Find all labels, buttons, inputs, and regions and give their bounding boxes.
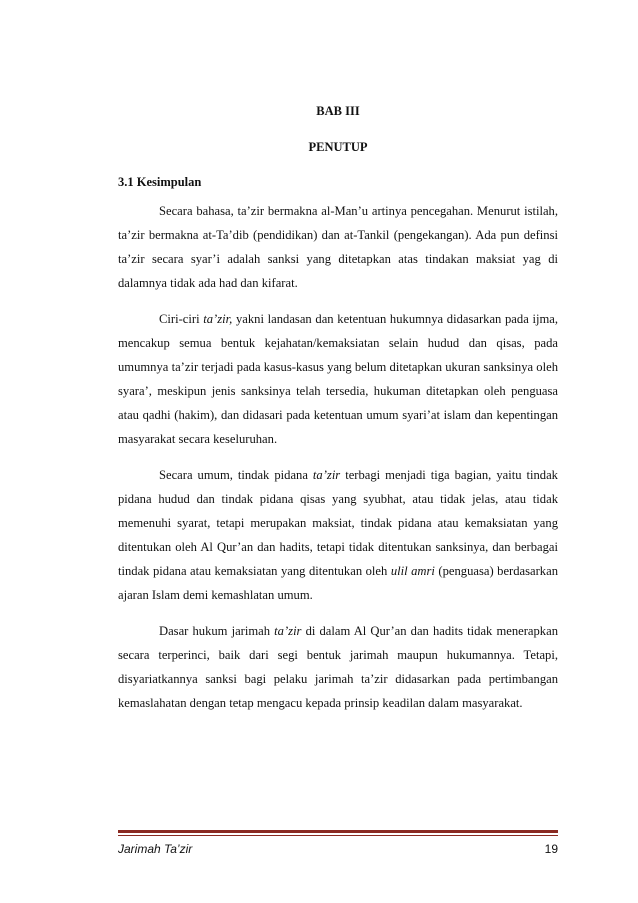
footer-rule-thick [118,830,558,833]
chapter-title: PENUTUP [308,140,368,154]
body-text [118,199,558,727]
paragraph-2 [118,307,558,451]
paragraph-4-italic: ta’zir [274,624,302,638]
paragraph-2-text-b: yakni landasan dan ketentuan hukumnya didasarkan pada ijma, mencakup semua bentuk kejahatan/kemaksiatan selain hudud dan qisas, pada umumnya ta’zir terjadi pada kasus-kasus yang belum ditetapkan ukuran sanksinya oleh syara’, meskipun jenis sanksinya telah tersedia, hukuman ditetapkan oleh penguasa atau qadhi (hakim), dan didasari pada ketentuan umum syari’at islam dan kepentingan masyarakat secara keseluruhan. [118,312,559,446]
paragraph-3-text-b: terbagi menjadi tiga bagian, yaitu tindak pidana hudud dan tindak pidana qisas yang syubhat, atau tidak jelas, atau tidak memenuhi syarat, tetapi merupakan maksiat, tindak pidana atau kemaksiatan yang ditentukan oleh Al Qur’an dan hadits, tetapi tidak ditentukan sanksinya, dan berbagai tindak pidana atau kemaksiatan yang ditentukan oleh [118,468,558,578]
chapter-number: BAB III [316,104,360,118]
footer-title: Jarimah Ta’zir [118,842,193,856]
paragraph-3-italic-1: ta’zir [312,468,341,482]
page-number: 19 [544,842,558,856]
paragraph-3-text-c: (penguasa) berdasarkan ajaran Islam demi kemashlatan umum. [118,564,558,602]
section-heading: 3.1 Kesimpulan [118,175,202,189]
paragraph-4-text-a: Dasar hukum jarimah [159,624,275,638]
paragraph-3-italic-2: ulil amri [390,564,435,578]
paragraph-3-text-a: Secara umum, tindak pidana [159,468,313,482]
paragraph-1: Secara bahasa, ta’zir bermakna al-Man’u artinya pencegahan. Menurut istilah, ta’zir bermakna at-Ta’dib (pendidikan) dan at-Tankil (pengekangan). Ada pun definsi ta’zir secara syar’i adalah sanksi yang ditetapkan atas tindakan maksiat yag di dalamnya tidak ada had dan kifarat. [118,204,558,290]
paragraph-3 [118,463,558,607]
paragraph-2-text-a: Ciri-ciri [159,312,204,326]
paragraph-4-text-b: di dalam Al Qur’an dan hadits tidak menerapkan secara terperinci, baik dari segi bentuk jarimah maupun hukumannya. Tetapi, disyariatkannya sanksi bagi pelaku jarimah ta’zir didasarkan pada pertimbangan kemaslahatan dengan tetap mengacu kepada prinsip keadilan dalam masyarakat. [118,624,558,710]
paragraph-2-italic: ta’zir, [203,312,233,326]
paragraph-4 [118,619,558,715]
footer-rule-thin [118,835,558,836]
